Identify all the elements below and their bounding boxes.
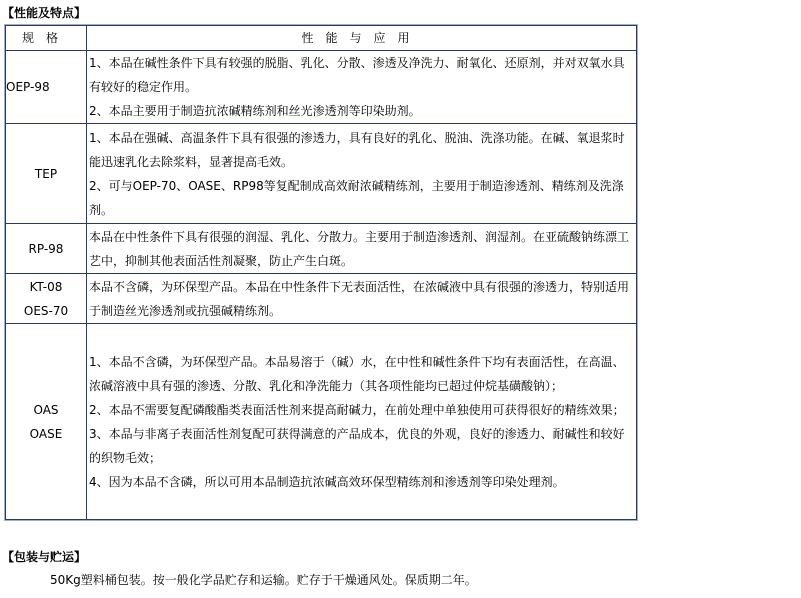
spec-table <box>5 25 637 520</box>
table-row <box>6 224 637 274</box>
table-row <box>6 324 637 520</box>
description-line: 本品在中性条件下具有很强的润湿、乳化、分散力。主要用于制造渗透剂、润湿剂。在亚硫酸钠练漂工艺中，抑制其他表面活性剂凝聚，防止产生白斑。 <box>89 229 630 268</box>
model-name: OEP-98 <box>6 80 50 94</box>
description-line: 4、因为本品不含磷，所以可用本品制造抗浓碱高效环保型精练剂和渗透剂等印染处理剂。 <box>89 474 565 489</box>
description-line: 2、本品主要用于制造抗浓碱精练剂和丝光渗透剂等印染助剂。 <box>89 104 421 118</box>
description-cell <box>87 274 637 324</box>
section-title-packing: 【包装与贮运】 <box>2 550 87 564</box>
model-name: RP-98 <box>28 241 64 256</box>
description-cell <box>87 124 637 224</box>
table-row <box>6 274 637 324</box>
description-line: 1、本品在碱性条件下具有较强的脱脂、乳化、分散、渗透及净洗力、耐氧化、还原剂，并对双氧水具有较好的稳定作用。 <box>89 56 625 94</box>
model-cell <box>6 124 87 224</box>
model-name: OAS <box>33 402 59 417</box>
model-name: OASE <box>29 426 63 441</box>
description-line: 2、可与OEP-70、OASE、RP98等复配制成高效耐浓碱精练剂，主要用于制造渗透剂、精练剂及洗涤剂。 <box>89 178 624 217</box>
description-line: 2、本品不需要复配磷酸酯类表面活性剂来提高耐碱力，在前处理中单独使用可获得很好的精练效果； <box>89 402 625 417</box>
description-cell <box>87 324 637 520</box>
model-cell <box>6 324 87 520</box>
model-name: KT-08 <box>29 279 63 294</box>
description-line: 1、本品不含磷，为环保型产品。本品易溶于（碱）水，在中性和碱性条件下均有表面活性，在高温、浓碱溶液中具有强的渗透、分散、乳化和净洗能力（其各项性能均已超过仲烷基磺酸钠）； <box>89 354 625 393</box>
table-header-row <box>6 26 637 51</box>
header-performance: 性能与应用 <box>87 26 637 51</box>
model-cell <box>6 224 87 274</box>
section-title-features: 【性能及特点】 <box>2 6 87 20</box>
model-cell <box>6 274 87 324</box>
description-line: 1、本品在强碱、高温条件下具有很强的渗透力，具有良好的乳化、脱油、洗涤功能。在碱、氧退浆时能迅速乳化去除浆料，显著提高毛效。 <box>89 130 625 169</box>
description-cell <box>87 51 637 124</box>
packing-text: 50Kg塑料桶包装。按一般化学品贮存和运输。贮存于干燥通风处。保质期二年。 <box>50 573 477 587</box>
header-spec: 规格 <box>6 26 87 51</box>
model-name: TEP <box>34 166 58 181</box>
description-line: 本品不含磷，为环保型产品。本品在中性条件下无表面活性，在浓碱液中具有很强的渗透力，特别适用于制造丝光渗透剂或抗强碱精练剂。 <box>89 279 630 318</box>
table-row <box>6 51 637 124</box>
description-line: 3、本品与非离子表面活性剂复配可获得满意的产品成本，优良的外观，良好的渗透力、耐碱性和较好的织物毛效； <box>89 426 625 465</box>
table-row <box>6 124 637 224</box>
model-cell <box>6 51 87 124</box>
description-cell <box>87 224 637 274</box>
model-name: OES-70 <box>23 303 69 318</box>
